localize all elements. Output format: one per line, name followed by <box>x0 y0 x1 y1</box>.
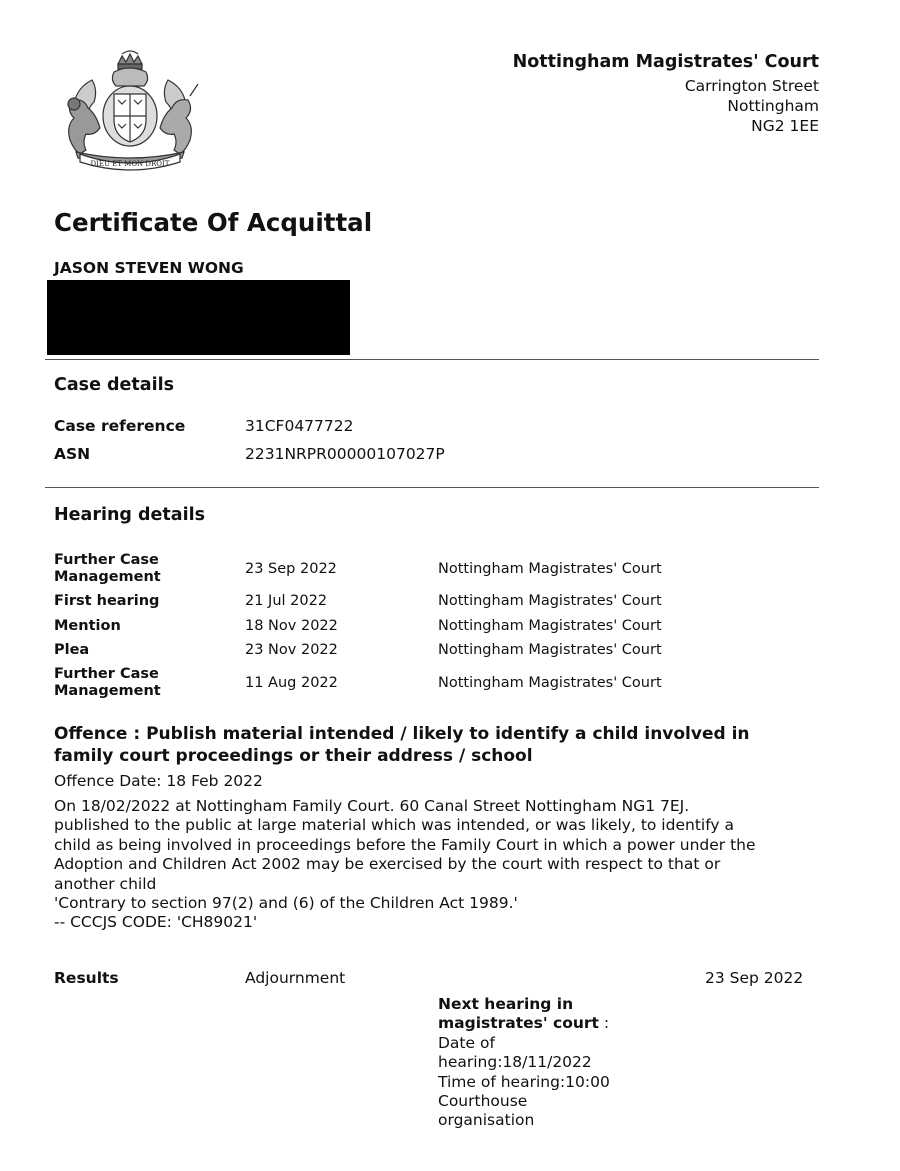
hearing-date: 21 Jul 2022 <box>245 593 328 609</box>
hearing-court: Nottingham Magistrates' Court <box>438 675 662 691</box>
hearing-date: 18 Nov 2022 <box>245 618 338 634</box>
svg-text:DIEU ET MON DROIT: DIEU ET MON DROIT <box>90 160 170 168</box>
asn-value: 2231NRPR00000107027P <box>245 445 445 463</box>
hearing-date: 23 Nov 2022 <box>245 642 338 658</box>
offence-line: another child <box>54 874 157 893</box>
offence-line: On 18/02/2022 at Nottingham Family Court. 60 Canal Street Nottingham NG1 7EJ. <box>54 797 690 815</box>
offence-line: published to the public at large material which was intended, or was likely, to identify a <box>54 816 734 835</box>
results-date: 23 Sep 2022 <box>705 969 804 987</box>
hearing-court: Nottingham Magistrates' Court <box>438 593 662 609</box>
court-name: Nottingham Magistrates' Court <box>512 52 819 72</box>
offence-line: 'Contrary to section 97(2) and (6) of the Children Act 1989.' <box>54 894 518 913</box>
hearing-court: Nottingham Magistrates' Court <box>438 561 662 577</box>
case-reference-value: 31CF0477722 <box>245 417 354 435</box>
court-address-postcode: NG2 1EE <box>751 117 819 135</box>
offence-line: Adoption and Children Act 2002 may be exercised by the court with respect to that or <box>54 855 721 874</box>
hearing-type: Further Case Management <box>54 552 161 585</box>
offence-line: -- CCCJS CODE: 'CH89021' <box>54 913 258 932</box>
next-hearing-heading: Next hearing in magistrates' court <box>438 995 599 1033</box>
defendant-name: JASON STEVEN WONG <box>54 259 244 277</box>
case-details-heading: Case details <box>54 375 175 395</box>
court-address-street: Carrington Street <box>684 77 819 95</box>
hearing-type: Further Case Management <box>54 666 161 699</box>
hearing-type: First hearing <box>54 593 160 609</box>
next-hearing-details <box>438 995 613 1131</box>
redacted-block <box>47 280 350 355</box>
next-hearing-text: : Date of hearing:18/11/2022 Time of hearing:10:00 Courthouse organisation <box>438 1014 610 1130</box>
offence-title: Offence : Publish material intended / likely to identify a child involved in family court proceedings or their address / school <box>54 724 750 766</box>
offence-date: Offence Date: 18 Feb 2022 <box>54 772 263 790</box>
hearing-type: Plea <box>54 642 90 658</box>
results-label: Results <box>54 969 119 987</box>
divider <box>45 359 819 360</box>
hearing-details-heading: Hearing details <box>54 505 206 525</box>
hearing-date: 23 Sep 2022 <box>245 561 337 577</box>
court-address-block <box>513 52 819 136</box>
hearing-court: Nottingham Magistrates' Court <box>438 618 662 634</box>
divider <box>45 487 819 488</box>
results-value: Adjournment <box>245 969 346 987</box>
offence-description <box>54 797 824 933</box>
asn-label: ASN <box>54 445 91 463</box>
royal-coat-of-arms-icon <box>52 50 207 172</box>
hearing-type: Mention <box>54 618 121 634</box>
court-address-city: Nottingham <box>727 97 819 115</box>
hearing-date: 11 Aug 2022 <box>245 675 338 691</box>
offence-line: child as being involved in proceedings before the Family Court in which a power under the <box>54 835 756 854</box>
hearing-court: Nottingham Magistrates' Court <box>438 642 662 658</box>
document-title: Certificate Of Acquittal <box>54 208 373 237</box>
case-reference-label: Case reference <box>54 417 186 435</box>
